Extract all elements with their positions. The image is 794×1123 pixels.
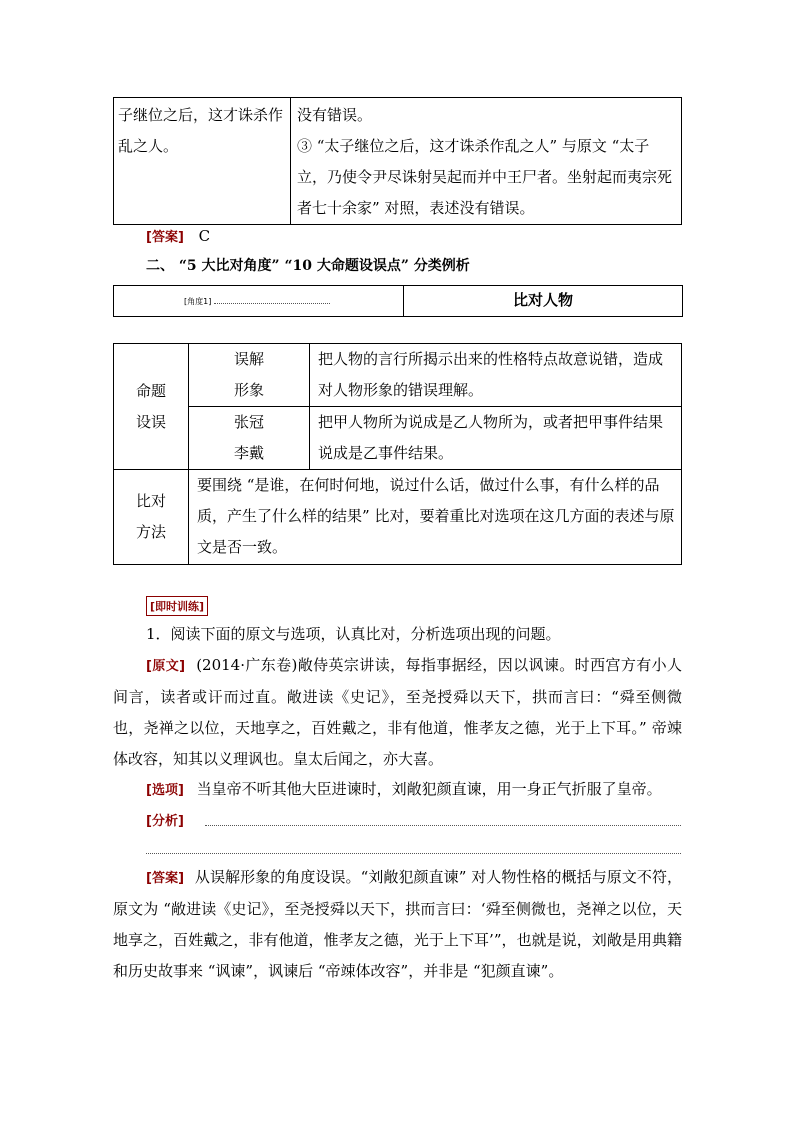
top-table (113, 97, 682, 225)
top-table-right-text: ③ “太子继位之后，这才诛杀作乱之人” 与原文 “太子立，乃使令尹尽诛射吴起而并中王尸者。坐射起而夷宗死者七十余家” 对照，表述没有错误。 (297, 137, 673, 217)
top-table-right-cell (291, 98, 682, 225)
angle-title: 比对人物 (512, 291, 573, 309)
original-text: (2014·广东卷)敞侍英宗讲读，每指事据经，因以讽谏。时西宫方有小人间言，读者或讦而过直。敞进读《史记》，至尧授舜以天下，拱而言曰：“舜至侧微也，尧禅之以位，天地享之，百姓戴之，非有他道，惟孝友之德，光于上下耳。” 帝竦体改容，知其以义理讽也。皇太后闻之，亦大喜。 (113, 656, 682, 768)
sub2-text: 把甲人物所为说成是乙人物所为，或者把甲事件结果说成是乙事件结果。 (318, 413, 664, 462)
option-label: [选项] (146, 783, 184, 798)
analysis-label: [分析] (146, 814, 184, 829)
answer1-label: [答案] (146, 230, 184, 245)
row1-label: 命题设误 (135, 381, 166, 431)
answer1 (146, 226, 210, 245)
row2-label-cell (114, 470, 189, 565)
analysis-blank-1 (205, 825, 681, 826)
sub1-text-cell (310, 344, 682, 407)
sub1-label-cell (189, 344, 310, 407)
answer2-passage (113, 862, 682, 987)
section-heading: 二、 “5 大比对角度” “10 大命题设误点” 分类例析 (146, 258, 470, 274)
comparison-table (113, 343, 682, 565)
row2-text-cell (189, 470, 682, 565)
question-1: 1．阅读下面的原文与选项，认真比对，分析选项出现的问题。 (146, 625, 561, 643)
original-label: [原文] (146, 659, 186, 674)
analysis-blank-2 (146, 853, 681, 854)
answer1-value: C (198, 227, 211, 245)
answer2-label: [答案] (146, 871, 185, 886)
training-tag: [即时训练] (150, 600, 205, 613)
top-table-left-text: 子继位之后，这才诛杀作乱之人。 (118, 106, 284, 155)
option-text: 当皇帝不听其他大臣进谏时，刘敞犯颜直谏，用一身正气折服了皇帝。 (196, 780, 662, 798)
answer2-text: 从误解形象的角度设误。“刘敞犯颜直谏” 对人物性格的概括与原文不符，原文为 “敞进读《史记》，至尧授舜以天下，拱而言曰：‘舜至侧微也，尧禅之以位，天地享之，百姓戴之，非有他道，惟孝友之德，光于上下耳’”，也就是说，刘敞是用典籍和历史故事来 “讽谏”，讽谏后 “帝竦体改容”，并非是 “犯颜直谏”。 (113, 868, 683, 980)
sub2-label-cell (189, 407, 310, 470)
sub1-label: 误解形象 (233, 350, 264, 399)
analysis-line (146, 805, 184, 837)
sub2-text-cell (310, 407, 682, 470)
sub1-text: 把人物的言行所揭示出来的性格特点故意说错，造成对人物形象的错误理解。 (318, 350, 664, 399)
option-line (146, 774, 686, 806)
angle-dotted-rule (214, 303, 330, 304)
row-label-cell (114, 344, 189, 470)
row2-label: 比对方法 (135, 492, 166, 541)
training-tag-box (146, 596, 208, 616)
sub2-label: 张冠李戴 (233, 413, 264, 462)
angle-box (113, 285, 683, 317)
row2-text: 要围绕 “是谁，在何时何地，说过什么话，做过什么事，有什么样的品质，产生了什么样的结果” 比对，要着重比对选项在这几方面的表述与原文是否一致。 (197, 476, 675, 556)
top-table-right-line1: 没有错误。 (297, 106, 373, 124)
top-table-left-cell (114, 98, 291, 225)
angle-tag: [角度1] (184, 297, 212, 306)
original-passage (113, 650, 682, 775)
